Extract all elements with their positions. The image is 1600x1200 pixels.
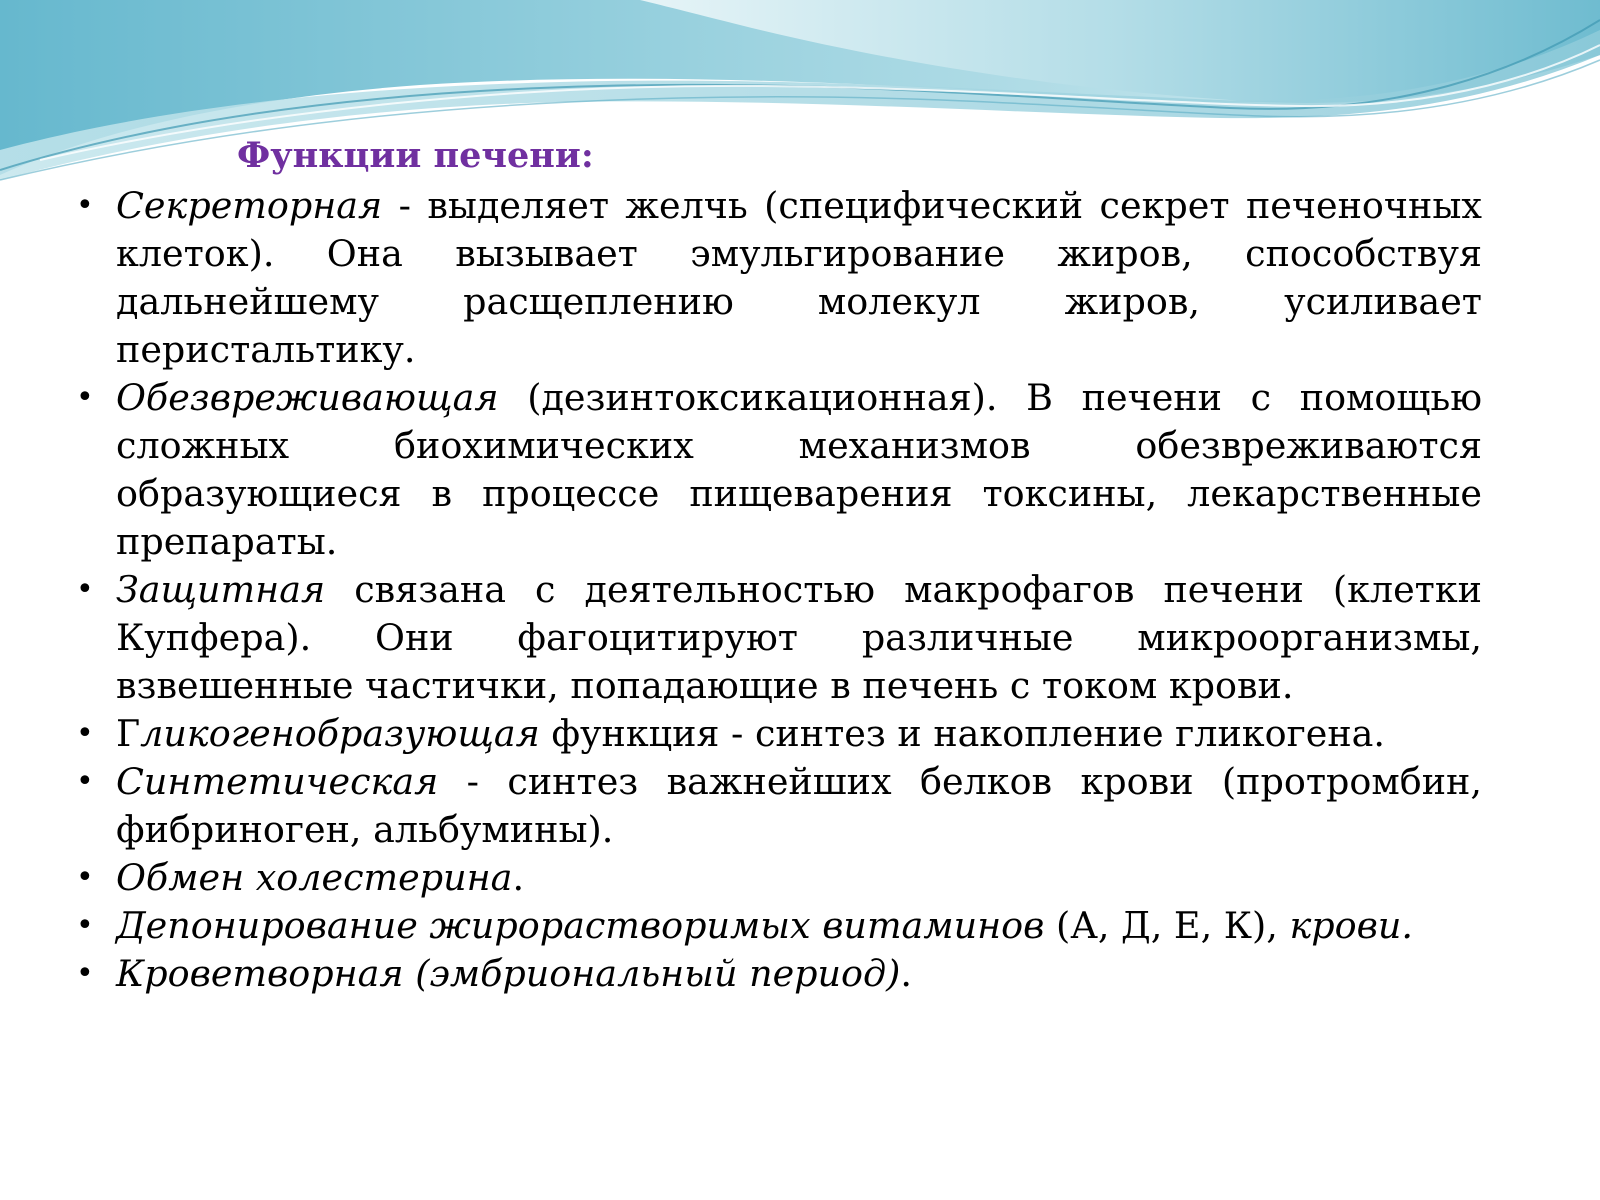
list-item-deposition — [76, 902, 1482, 950]
bullet-icon: • — [76, 908, 94, 943]
list-item-detox — [76, 374, 1482, 566]
bullet-icon: • — [76, 716, 94, 751]
item-term: ликогенобразующая — [140, 712, 540, 755]
list-item-cholesterol — [76, 854, 1482, 902]
bullet-icon: • — [76, 764, 94, 799]
bullet-icon: • — [76, 956, 94, 991]
slide-title: Функции печени: — [237, 135, 594, 176]
list-item-glycogen — [76, 710, 1482, 758]
item-description: (дезинтоксикационная). В печени с помощью сложных биохимических механизмов обезвреживаются образующиеся в процессе пищеварения токсины, лекарственные препараты. — [116, 376, 1482, 563]
item-term: Обезвреживающая — [116, 376, 499, 419]
item-term-prefix: Г — [116, 712, 141, 755]
item-term: Синтетическая — [116, 760, 439, 803]
item-description: (А, Д, Е, К), — [1044, 904, 1290, 947]
item-description: - синтез важнейших белков крови (протромбин, фибриноген, альбумины). — [116, 760, 1482, 851]
item-description: связана с деятельностью макрофагов печени (клетки Купфера). Они фагоцитируют различные микроорганизмы, взвешенные частички, попадающие в печень с током крови. — [116, 568, 1482, 707]
item-term: Обмен холестерина — [116, 856, 513, 899]
item-description: - выделяет желчь (специфический секрет печеночных клеток). Она вызывает эмульгирование жиров, способствуя дальнейшему расщеплению молекул жиров, усиливает перистальтику. — [116, 184, 1482, 371]
list-item-hematopoietic — [76, 950, 1482, 998]
list-item-synthetic — [76, 758, 1482, 854]
bullet-icon: • — [76, 380, 94, 415]
functions-list — [76, 182, 1482, 998]
item-description: . — [512, 856, 525, 899]
item-term: Кроветворная (эмбриональный период) — [116, 952, 901, 995]
list-item-secretory — [76, 182, 1482, 374]
bullet-icon: • — [76, 188, 94, 223]
bullet-icon: • — [76, 572, 94, 607]
item-description: . — [900, 952, 913, 995]
item-term: Депонирование жирорастворимых витаминов — [116, 904, 1045, 947]
item-description: функция - синтез и накопление гликогена. — [539, 712, 1386, 755]
item-term-tail: крови. — [1289, 904, 1413, 947]
item-term: Защитная — [116, 568, 326, 611]
list-item-protective — [76, 566, 1482, 710]
bullet-icon: • — [76, 860, 94, 895]
item-term: Секреторная — [116, 184, 383, 227]
